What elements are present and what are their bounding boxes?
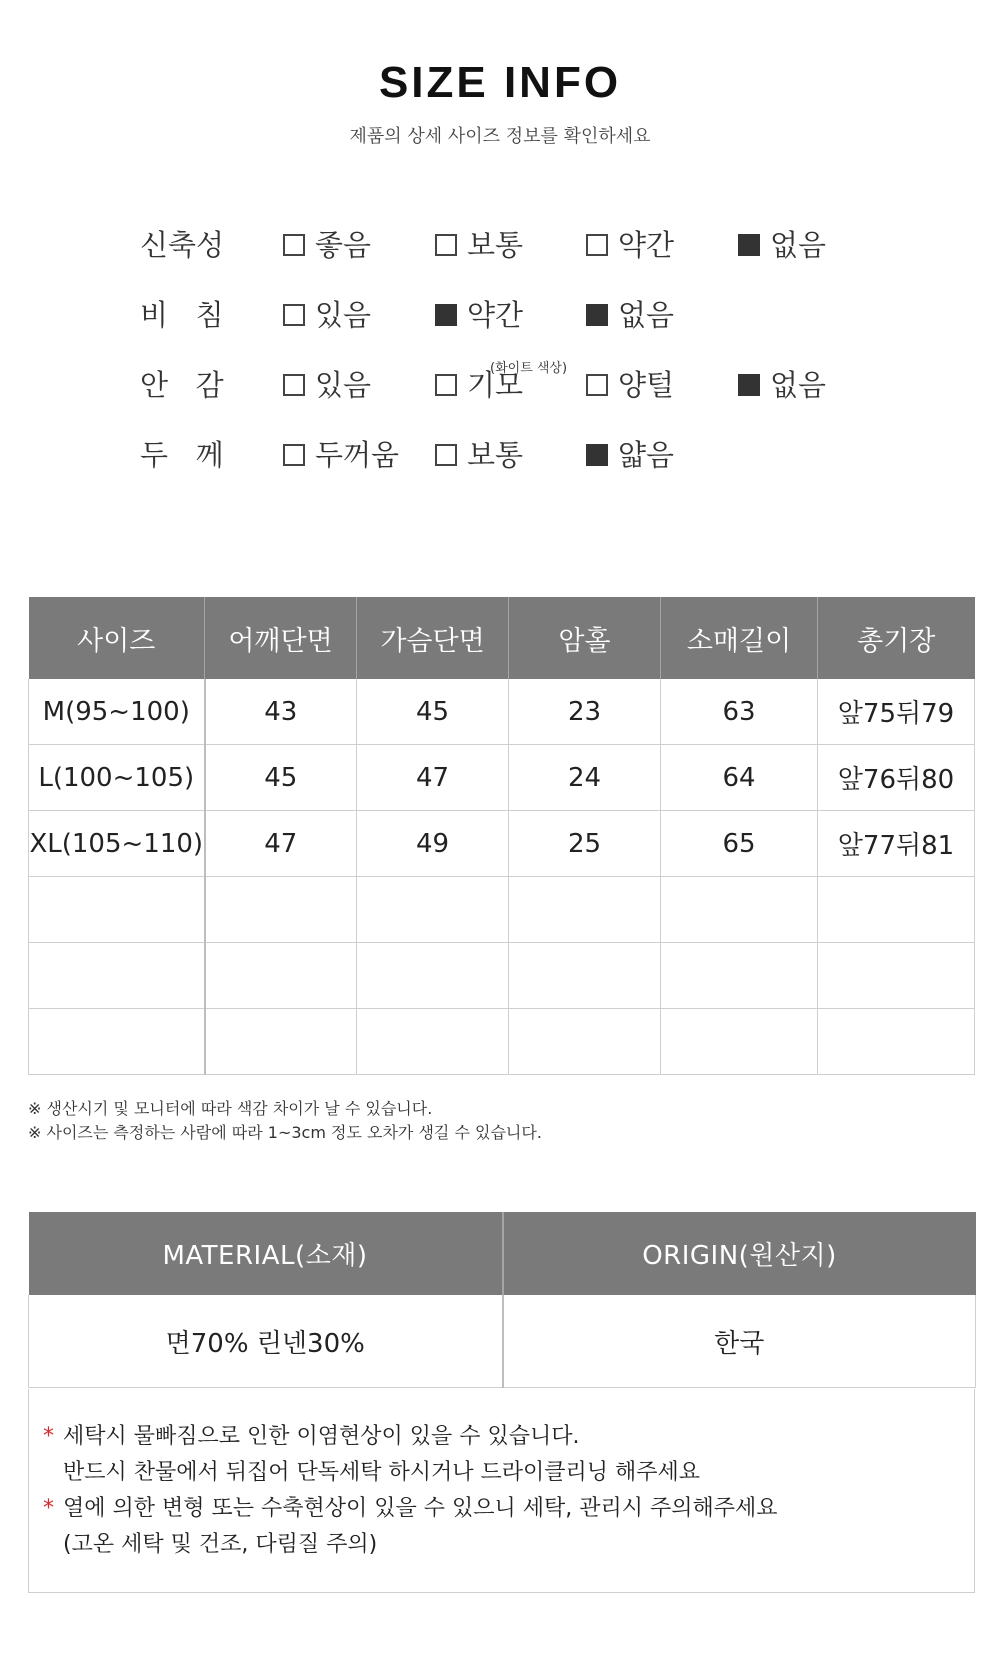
option[interactable] [283, 295, 371, 335]
table-row-empty [29, 943, 975, 1009]
table-cell: 45 [357, 679, 509, 745]
table-cell: 49 [357, 811, 509, 877]
origin-value: 한국 [503, 1295, 976, 1388]
column-header: 가슴단면 [357, 597, 509, 679]
table-cell [205, 877, 357, 943]
column-header: 사이즈 [29, 597, 205, 679]
checkbox-empty[interactable] [283, 304, 305, 326]
notice-measurement: ※ 사이즈는 측정하는 사람에 따라 1~3cm 정도 오차가 생길 수 있습니다. [28, 1123, 542, 1142]
table-cell: 앞75뒤79 [818, 679, 975, 745]
care-text: 열에 의한 변형 또는 수축현상이 있을 수 있으니 세탁, 관리시 주의해주세요 [63, 1496, 778, 1521]
checkbox-filled[interactable] [586, 304, 608, 326]
table-row [29, 811, 975, 877]
option[interactable] [435, 435, 523, 475]
option-note: (화이트 색상) [490, 361, 568, 376]
option-label: 없음 [618, 298, 675, 332]
option[interactable] [283, 435, 399, 475]
property-label: 두 께 [140, 438, 224, 472]
option[interactable] [586, 225, 674, 265]
table-cell: 24 [509, 745, 661, 811]
care-instructions [28, 1389, 975, 1593]
table-row [29, 679, 975, 745]
table-cell [818, 1009, 975, 1075]
table-cell [205, 1009, 357, 1075]
checkbox-empty[interactable] [283, 374, 305, 396]
table-cell [509, 943, 661, 1009]
checkbox-empty[interactable] [283, 444, 305, 466]
option[interactable] [435, 365, 523, 405]
care-line [43, 1527, 377, 1558]
option[interactable] [738, 225, 826, 265]
table-cell: 43 [205, 679, 357, 745]
option[interactable] [283, 365, 371, 405]
column-header: 암홀 [509, 597, 661, 679]
care-text: 반드시 찬물에서 뒤집어 단독세탁 하시거나 드라이클리닝 해주세요 [63, 1460, 701, 1485]
checkbox-empty[interactable] [586, 374, 608, 396]
table-cell: 25 [509, 811, 661, 877]
table-cell [661, 943, 818, 1009]
table-cell [205, 943, 357, 1009]
column-header: 소매길이 [661, 597, 818, 679]
property-row-thickness [0, 435, 1000, 475]
option-label: 없음 [770, 368, 827, 402]
table-cell [818, 943, 975, 1009]
checkbox-filled[interactable] [435, 304, 457, 326]
material-table [28, 1212, 976, 1388]
asterisk-marker: * [43, 1424, 54, 1449]
option-label: 양털 [618, 368, 675, 402]
care-line [43, 1491, 778, 1522]
table-cell: 64 [661, 745, 818, 811]
option[interactable] [435, 225, 523, 265]
option[interactable] [738, 365, 826, 405]
table-row-empty [29, 1009, 975, 1075]
option-label: 없음 [770, 228, 827, 262]
option-label: 보통 [467, 438, 524, 472]
option-label: 약간 [618, 228, 675, 262]
material-table-header [29, 1212, 976, 1295]
checkbox-empty[interactable] [435, 374, 457, 396]
table-cell: 앞77뒤81 [818, 811, 975, 877]
checkbox-empty[interactable] [283, 234, 305, 256]
property-label: 신축성 [140, 228, 225, 262]
option-label: 기모 [467, 368, 524, 402]
table-cell: 47 [357, 745, 509, 811]
table-cell [357, 877, 509, 943]
table-cell [29, 877, 205, 943]
option[interactable] [435, 295, 523, 335]
table-cell [357, 943, 509, 1009]
property-label: 비 침 [140, 298, 224, 332]
property-row-lining [0, 365, 1000, 405]
table-cell: 23 [509, 679, 661, 745]
option[interactable] [586, 365, 674, 405]
page-subtitle: 제품의 상세 사이즈 정보를 확인하세요 [349, 126, 651, 147]
table-cell [509, 1009, 661, 1075]
size-table [28, 597, 975, 1075]
checkbox-filled[interactable] [738, 234, 760, 256]
checkbox-filled[interactable] [738, 374, 760, 396]
option-label: 약간 [467, 298, 524, 332]
option[interactable] [586, 435, 674, 475]
care-line [43, 1455, 700, 1486]
page-title: SIZE INFO [378, 58, 622, 107]
table-cell: XL(105~110) [29, 811, 205, 877]
care-text: (고온 세탁 및 건조, 다림질 주의) [63, 1532, 378, 1557]
option-label: 있음 [315, 368, 372, 402]
option-label: 얇음 [618, 438, 675, 472]
notice-color: ※ 생산시기 및 모니터에 따라 색감 차이가 날 수 있습니다. [28, 1099, 433, 1118]
material-row [29, 1295, 976, 1388]
origin-header: ORIGIN(원산지) [503, 1212, 976, 1295]
table-cell: M(95~100) [29, 679, 205, 745]
table-cell [509, 877, 661, 943]
table-cell [29, 943, 205, 1009]
material-header: MATERIAL(소재) [29, 1212, 503, 1295]
table-cell: L(100~105) [29, 745, 205, 811]
material-value: 면70% 린넨30% [29, 1295, 503, 1388]
column-header: 어깨단면 [205, 597, 357, 679]
option-label: 있음 [315, 298, 372, 332]
care-line [43, 1419, 580, 1450]
checkbox-empty[interactable] [586, 234, 608, 256]
option-label: 보통 [467, 228, 524, 262]
table-cell [818, 877, 975, 943]
option[interactable] [283, 225, 371, 265]
checkbox-empty[interactable] [435, 444, 457, 466]
table-cell: 45 [205, 745, 357, 811]
care-text: 세탁시 물빠짐으로 인한 이염현상이 있을 수 있습니다. [63, 1424, 580, 1449]
table-row [29, 745, 975, 811]
table-cell [357, 1009, 509, 1075]
table-cell [661, 1009, 818, 1075]
column-header: 총기장 [818, 597, 975, 679]
table-cell: 47 [205, 811, 357, 877]
option-label: 좋음 [315, 228, 372, 262]
size-table-header [29, 597, 975, 679]
table-cell: 63 [661, 679, 818, 745]
checkbox-empty[interactable] [435, 234, 457, 256]
property-label: 안 감 [140, 368, 224, 402]
asterisk-marker: * [43, 1496, 54, 1521]
option[interactable] [586, 295, 674, 335]
table-cell [661, 877, 818, 943]
property-row-elasticity [0, 225, 1000, 265]
table-row-empty [29, 877, 975, 943]
table-cell: 앞76뒤80 [818, 745, 975, 811]
table-cell: 65 [661, 811, 818, 877]
option-label: 두꺼움 [315, 438, 400, 472]
table-cell [29, 1009, 205, 1075]
checkbox-filled[interactable] [586, 444, 608, 466]
property-row-transparency [0, 295, 1000, 335]
